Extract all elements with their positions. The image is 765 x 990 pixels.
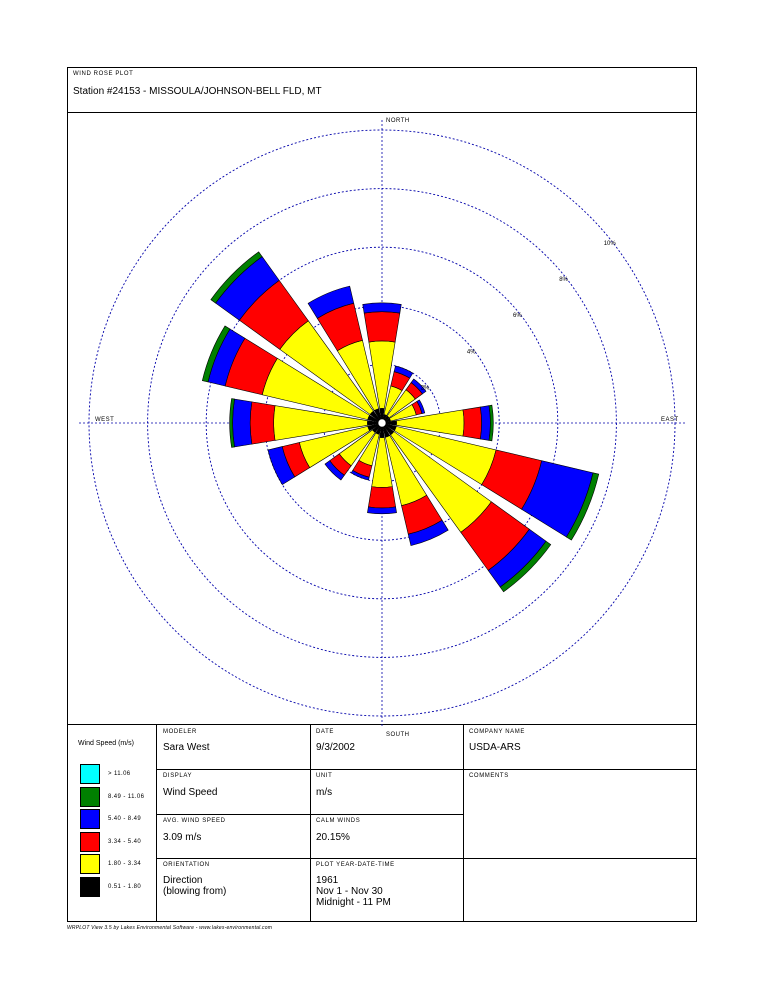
company-value: USDA-ARS <box>469 742 521 753</box>
calm-winds-value: 20.15% <box>316 832 350 843</box>
petal-n-bin-3 <box>363 303 402 313</box>
date-value: 9/3/2002 <box>316 742 355 753</box>
table-divider <box>310 724 311 922</box>
ring-label: 2% <box>420 385 430 392</box>
orientation-line-1: Direction <box>163 875 203 886</box>
compass-east-label: EAST <box>661 417 679 423</box>
comments-label: COMMENTS <box>469 773 509 779</box>
compass-west-label: WEST <box>95 417 115 423</box>
compass-north-label: NORTH <box>386 118 410 124</box>
petal-e-bin-3 <box>480 406 490 441</box>
legend-label: 3.34 - 5.40 <box>108 838 142 845</box>
legend-label: 8.49 - 11.06 <box>108 793 145 800</box>
rose-petals <box>202 252 598 592</box>
compass-south-label: SOUTH <box>386 732 410 738</box>
plot-time-line-2: Nov 1 - Nov 30 <box>316 886 383 897</box>
unit-label: UNIT <box>316 773 333 779</box>
ring-label: 4% <box>466 349 476 356</box>
modeler-label: MODELER <box>163 729 197 735</box>
legend-swatch <box>80 764 100 784</box>
display-label: DISPLAY <box>163 773 193 779</box>
petal-w-bin-2 <box>250 402 275 444</box>
table-divider <box>156 858 697 859</box>
calm-winds-label: CALM WINDS <box>316 818 361 824</box>
orientation-label: ORIENTATION <box>163 862 210 868</box>
date-label: DATE <box>316 729 334 735</box>
petal-n-bin-2 <box>364 312 400 342</box>
plot-time-line-1: 1961 <box>316 875 339 886</box>
ring-label: 8% <box>559 277 568 284</box>
legend-label: 5.40 - 8.49 <box>108 816 142 822</box>
legend-swatch <box>80 877 100 897</box>
legend-swatch <box>80 809 100 829</box>
orientation-line-2: (blowing from) <box>163 886 227 897</box>
station-title: Station #24153 - MISSOULA/JOHNSON-BELL FLD, MT <box>73 86 322 97</box>
ring-label: 6% <box>513 313 522 320</box>
modeler-value: Sara West <box>163 742 210 753</box>
legend-label: 0.51 - 1.80 <box>108 883 142 890</box>
legend-title: Wind Speed (m/s) <box>78 740 135 747</box>
unit-value: m/s <box>316 787 333 798</box>
legend-swatch <box>80 832 100 852</box>
avg-speed-label: AVG. WIND SPEED <box>163 818 226 824</box>
legend-swatch <box>80 854 100 874</box>
legend-label: 1.80 - 3.34 <box>108 861 142 867</box>
software-credit: WRPLOT View 3.5 by Lakes Environmental Software - www.lakes-environmental.com <box>67 925 273 931</box>
table-divider <box>156 724 157 922</box>
petal-w-bin-3 <box>233 399 252 447</box>
plot-type-label: WIND ROSE PLOT <box>73 71 134 77</box>
company-label: COMPANY NAME <box>469 729 525 735</box>
avg-speed-value: 3.09 m/s <box>163 832 202 843</box>
table-divider <box>463 724 464 922</box>
calm-center <box>378 419 386 427</box>
display-value: Wind Speed <box>163 787 218 798</box>
petal-s-bin-3 <box>367 507 396 514</box>
table-divider <box>156 769 697 770</box>
ring-label: 10% <box>603 241 616 248</box>
petal-e-bin-2 <box>463 407 482 439</box>
table-divider <box>156 814 463 815</box>
legend-swatch <box>80 787 100 807</box>
legend-label: > 11.06 <box>108 771 131 777</box>
plot-time-label: PLOT YEAR-DATE-TIME <box>316 862 395 868</box>
plot-time-line-3: Midnight - 11 PM <box>316 897 391 908</box>
petal-s-bin-2 <box>368 487 395 508</box>
